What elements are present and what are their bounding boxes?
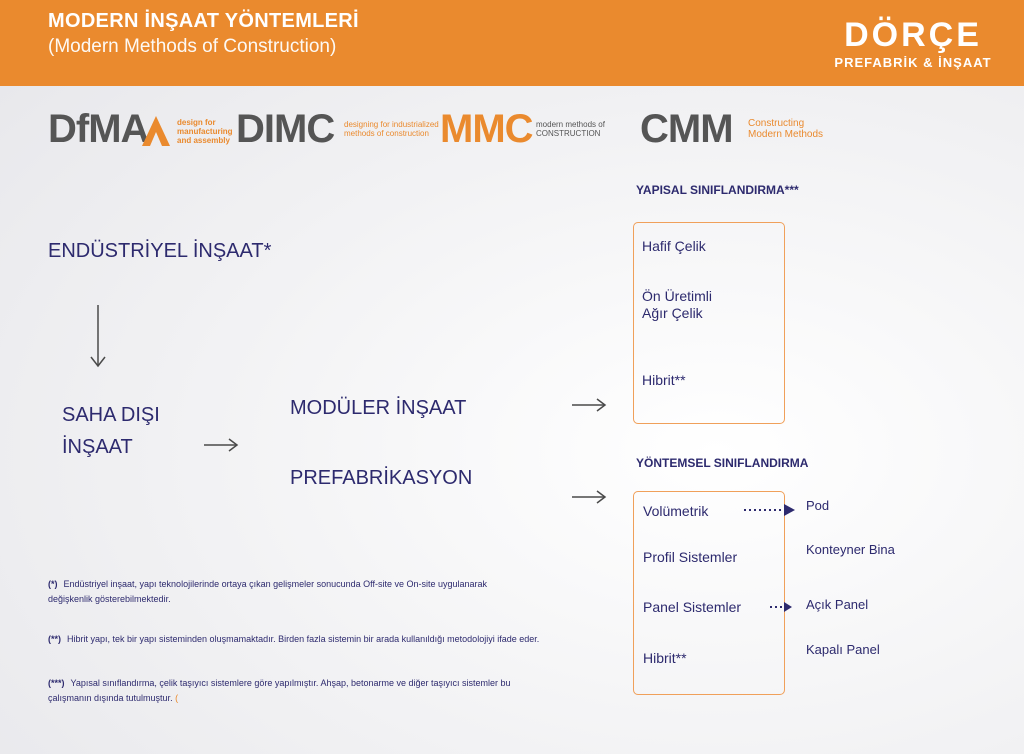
method-item-volumetric: Volümetrik [643, 503, 709, 519]
footnote-3-trail: ( [175, 693, 179, 703]
logo-dfma-accent-icon [138, 112, 172, 146]
brand-subtitle: PREFABRİK & İNŞAAT [834, 55, 992, 70]
methodological-classification-title: YÖNTEMSEL SINIFLANDIRMA [636, 456, 809, 470]
footnote-1-line2: değişkenlik gösterebilmektedir. [48, 594, 171, 604]
logo-dfma-main: DfMA [48, 107, 149, 151]
method-item-profile-systems: Profil Sistemler [643, 549, 738, 565]
sub-item-closed-panel: Kapalı Panel [806, 642, 880, 657]
logo-dfma [48, 106, 233, 152]
footnote-2-mark: (**) [48, 634, 61, 644]
structural-classification-title: YAPISAL SINIFLANDIRMA*** [636, 183, 799, 197]
offsite-line2: İNŞAAT [62, 436, 133, 458]
footnote-3-line2: çalışmanın dışında tutulmuştur. [48, 693, 173, 703]
brand-name: DÖRÇE [844, 16, 982, 54]
sub-item-open-panel: Açık Panel [806, 597, 869, 612]
header-bar [0, 0, 1024, 86]
dotted-arrow-icon [770, 600, 794, 614]
footnote-3-mark: (***) [48, 678, 65, 688]
footnote-2-line1: Hibrit yapı, tek bir yapı sisteminden oluşmamaktadır. Birden fazla sistemin bir arada kullanıldığı metodolojiyi ifade eder. [67, 634, 540, 644]
sub-item-container-building: Konteyner Bina [806, 542, 895, 557]
sub-item-pod: Pod [806, 498, 830, 513]
method-item-panel-systems: Panel Sistemler [643, 599, 742, 615]
brand-logo [828, 18, 998, 76]
right-arrow-icon [204, 437, 240, 453]
structural-item-prefab-line1: Ön Üretimli [642, 288, 713, 304]
logo-cmm [640, 106, 840, 152]
logo-dimc-main: DIMC [236, 107, 335, 151]
right-arrow-icon [572, 397, 608, 413]
footnote-3 [48, 676, 588, 706]
logo-mmc-main: MMC [440, 107, 533, 151]
structural-item-light-steel: Hafif Çelik [642, 238, 706, 254]
footnote-1-mark: (*) [48, 579, 58, 589]
modular-construction-label: MODÜLER İNŞAAT [290, 397, 467, 419]
logo-dfma-tag: design for manufacturing and assembly [177, 118, 233, 145]
method-item-hybrid: Hibrit** [643, 650, 687, 666]
right-arrow-icon [572, 489, 608, 505]
logo-mmc [440, 106, 630, 152]
footnote-2 [48, 632, 608, 647]
logo-dimc-tag: designing for industrialized methods of construction [344, 120, 439, 138]
logo-cmm-tag: Constructing Modern Methods [748, 118, 824, 140]
prefabrication-label: PREFABRİKASYON [290, 467, 473, 489]
logo-dimc [236, 106, 439, 152]
offsite-line1: SAHA DIŞI [62, 404, 160, 426]
page-title: MODERN İNŞAAT YÖNTEMLERİ [48, 10, 359, 32]
dotted-arrow-icon [744, 503, 796, 517]
footnote-3-line1: Yapısal sınıflandırma, çelik taşıyıcı sistemlere göre yapılmıştır. Ahşap, betonarme ve diğer taşıyıcı sistemler bu [70, 678, 511, 688]
footnote-1 [48, 577, 588, 607]
page-subtitle: (Modern Methods of Construction) [48, 36, 337, 57]
footnote-1-line1: Endüstriyel inşaat, yapı teknolojilerinde ortaya çıkan gelişmeler sonucunda Off-site ve On-site uygulanarak [63, 579, 488, 589]
logo-mmc-tag: modern methods of CONSTRUCTION [536, 120, 605, 138]
down-arrow-icon [88, 305, 108, 369]
logo-cmm-main: CMM [640, 107, 733, 151]
industrial-construction-label: ENDÜSTRİYEL İNŞAAT* [48, 240, 272, 262]
structural-item-heavy-steel: Ağır Çelik [642, 305, 703, 321]
structural-item-hybrid: Hibrit** [642, 372, 686, 388]
